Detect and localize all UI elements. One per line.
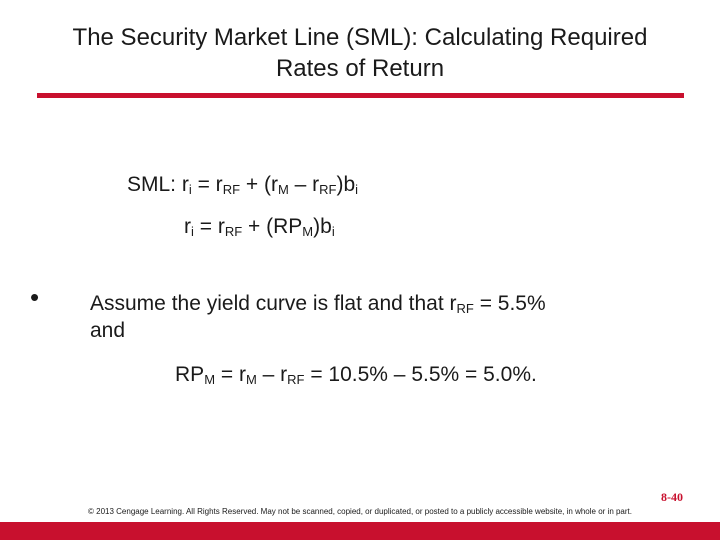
var-r: r xyxy=(184,215,191,238)
minus-rrf: – r xyxy=(256,363,288,386)
sub-m: M xyxy=(302,224,314,239)
assumption-text xyxy=(90,290,650,344)
slide-title-line-2: Rates of Return xyxy=(275,55,445,82)
bullet-icon: • xyxy=(30,282,40,312)
assumption-text-a: Assume the yield curve is flat and that r xyxy=(90,292,457,315)
equals-r: = r xyxy=(191,173,223,196)
sub-m: M xyxy=(204,372,216,387)
sub-m: M xyxy=(277,182,289,197)
sml-rp-formula xyxy=(184,214,335,240)
sub-i: i xyxy=(331,224,335,239)
sub-rf: RF xyxy=(224,224,243,239)
assumption-text-b: = 5.5% xyxy=(473,292,546,315)
assumption-line-1 xyxy=(90,290,650,317)
equals-rm: = r xyxy=(215,363,246,386)
sub-rf: RF xyxy=(319,182,337,197)
plus-rp: + (RP xyxy=(242,215,303,238)
sub-rf: RF xyxy=(222,182,241,197)
copyright-notice: © 2013 Cengage Learning. All Rights Reserved. May not be scanned, copied, or duplicated, or posted to a publicly accessible website, in whole or in part. xyxy=(88,507,632,516)
sub-i: i xyxy=(355,182,359,197)
close-b: )b xyxy=(313,215,332,238)
plus-rm: + (r xyxy=(240,173,278,196)
slide-title xyxy=(20,22,700,84)
minus-rrf: – r xyxy=(288,173,320,196)
close-b: )b xyxy=(336,173,356,196)
sub-m: M xyxy=(245,372,257,387)
sub-rf: RF xyxy=(456,301,474,316)
slide-number: 8-40 xyxy=(661,490,683,504)
calc-result: = 10.5% – 5.5% = 5.0%. xyxy=(304,363,537,386)
slide-title-line-1: The Security Market Line (SML): Calculating Required xyxy=(72,24,648,51)
sub-rf: RF xyxy=(287,372,305,387)
sml-label: SML: xyxy=(127,173,182,196)
var-rp: RP xyxy=(175,363,205,386)
equals-r: = r xyxy=(193,215,225,238)
assumption-line-2: and xyxy=(90,319,126,342)
sml-formula xyxy=(127,172,358,198)
title-divider xyxy=(37,93,684,98)
sub-i: i xyxy=(188,182,192,197)
footer-bar xyxy=(0,522,720,540)
rpm-calculation xyxy=(175,362,537,388)
var-r: r xyxy=(181,173,189,196)
sub-i: i xyxy=(191,224,194,239)
